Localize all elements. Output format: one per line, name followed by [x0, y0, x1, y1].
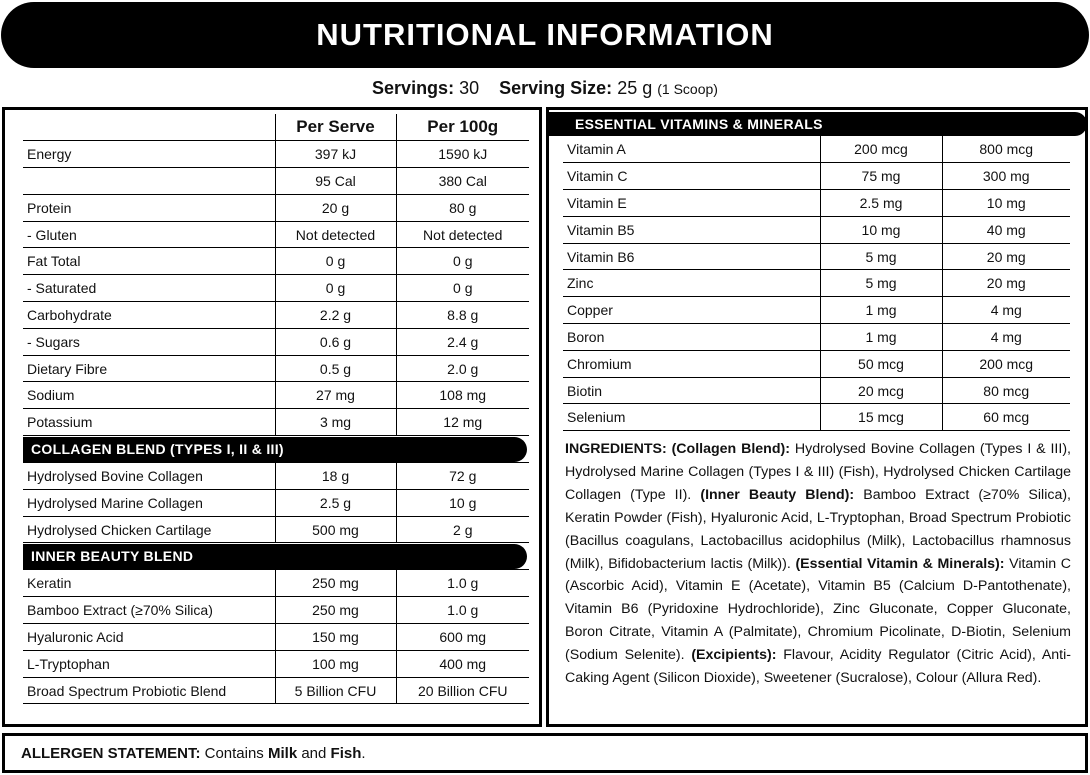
title-banner [1, 2, 1089, 68]
nutrition-row [23, 168, 529, 195]
per-serve-value: 397 kJ [275, 141, 396, 168]
nutrient-name: Chromium [563, 350, 820, 377]
nutrition-row [23, 194, 529, 221]
vitamin-row [563, 243, 1070, 270]
vitamins-panel [546, 107, 1088, 727]
ingredients-collagen-label: (Collagen Blend): [671, 441, 790, 457]
ingredients-inner-label: (Inner Beauty Blend): [700, 486, 855, 503]
per-100g-value: 4 mg [942, 297, 1070, 324]
inner-beauty-heading: INNER BEAUTY BLEND [23, 544, 527, 569]
vitamin-row [563, 190, 1070, 217]
per-serve-value: 2.5 mg [820, 190, 942, 217]
per-100g-value: 40 mg [942, 216, 1070, 243]
vitamin-row [563, 377, 1070, 404]
nutrient-name: Hydrolysed Bovine Collagen [23, 463, 275, 490]
inner-beauty-heading-cell [23, 543, 529, 570]
per-100g-value: 60 mcg [942, 404, 1070, 431]
per-serve-value: 1 mg [820, 324, 942, 351]
nutrient-name: Boron [563, 324, 820, 351]
allergen-and: and [301, 744, 327, 762]
nutrient-name: Broad Spectrum Probiotic Blend [23, 677, 275, 704]
nutrient-name: Vitamin A [563, 136, 820, 163]
vitamins-heading: ESSENTIAL VITAMINS & MINERALS [549, 112, 1087, 136]
ingredients-excipients-text: Flavour, Acidity Regulator (Citric Acid), Anti-Caking Agent (Silicon Dioxide), Sweetener (Sucralose), Colour (Allura Red). [565, 647, 1071, 687]
per-serve-value: 0.6 g [275, 328, 396, 355]
nutrient-name: Selenium [563, 404, 820, 431]
nutrient-name: - Sugars [23, 328, 275, 355]
nutrition-row [23, 275, 529, 302]
per-serve-value: 75 mg [820, 163, 942, 190]
per-100g-value: 1590 kJ [396, 141, 529, 168]
per-serve-value: 250 mg [275, 570, 396, 597]
vitamin-row [563, 163, 1070, 190]
per-100g-value: 10 g [396, 489, 529, 516]
allergen-period: . [361, 744, 366, 762]
nutrient-name: - Gluten [23, 221, 275, 248]
nutrition-row [23, 355, 529, 382]
per-100g-value: 200 mcg [942, 350, 1070, 377]
per-100g-value: 0 g [396, 248, 529, 275]
inner-beauty-row [23, 677, 529, 704]
ingredients-excipients-label: (Excipients): [691, 647, 777, 664]
nutrition-row [23, 221, 529, 248]
page-title: NUTRITIONAL INFORMATION [316, 17, 774, 52]
serving-size-label: Serving Size: [499, 78, 613, 98]
per-100g-value: 4 mg [942, 324, 1070, 351]
nutrient-name: Hydrolysed Chicken Cartilage [23, 516, 275, 543]
per-100g-value: 2 g [396, 516, 529, 543]
per-100g-value: 80 mcg [942, 377, 1070, 404]
per-100g-value: 2.4 g [396, 328, 529, 355]
per-serve-value: 95 Cal [275, 168, 396, 195]
per-serve-value: 15 mcg [820, 404, 942, 431]
nutrition-row [23, 302, 529, 329]
nutrient-name: L-Tryptophan [23, 650, 275, 677]
vitamin-row [563, 404, 1070, 431]
per-serve-value: 20 mcg [820, 377, 942, 404]
ingredients-inner-text: Bamboo Extract (≥70% Silica), Keratin Powder (Fish), Hyaluronic Acid, L-Tryptophan, Broad Spectrum Probiotic (Bacillus coagulans, Lactobacillus acidophilus (Milk), Lactobacillus rhamnosus (Milk), Bifidobacterium lactis (Milk)). [565, 486, 1071, 572]
servings-line [0, 78, 1090, 99]
per-serve-value: 5 Billion CFU [275, 677, 396, 704]
nutrient-name: Vitamin B6 [563, 243, 820, 270]
nutrient-name: Fat Total [23, 248, 275, 275]
ingredients-label: INGREDIENTS: [565, 441, 667, 457]
vitamin-row [563, 136, 1070, 163]
nutrient-name: Bamboo Extract (≥70% Silica) [23, 597, 275, 624]
per-serve-value: 2.2 g [275, 302, 396, 329]
servings-label: Servings: [372, 78, 455, 98]
per-serve-header: Per Serve [275, 114, 396, 141]
per-serve-value: 5 mg [820, 270, 942, 297]
nutrition-table [23, 114, 529, 704]
vitamin-row [563, 324, 1070, 351]
nutrient-name [23, 168, 275, 195]
per-serve-value: 5 mg [820, 243, 942, 270]
nutrient-name: Potassium [23, 409, 275, 436]
nutrient-name: Sodium [23, 382, 275, 409]
nutrition-row [23, 328, 529, 355]
nutrient-name: Dietary Fibre [23, 355, 275, 382]
nutrition-row [23, 141, 529, 168]
nutrient-name: Copper [563, 297, 820, 324]
ingredients-vitamin-text: Vitamin C (Ascorbic Acid), Vitamin E (Acetate), Vitamin B5 (Calcium D-Pantothenate), Vitamin B6 (Pyridoxine Hydrochloride), Zinc Gluconate, Copper Gluconate, Boron Citrate, Vitamin A (Palmitate), Chromium Picolinate, D-Biotin, Selenium (Sodium Selenite). [565, 555, 1072, 664]
per-serve-value: 0.5 g [275, 355, 396, 382]
per-serve-value: 20 g [275, 194, 396, 221]
nutrient-name: Hydrolysed Marine Collagen [23, 489, 275, 516]
nutrient-name: Vitamin B5 [563, 216, 820, 243]
nutrient-name: Protein [23, 194, 275, 221]
allergen-statement [2, 733, 1088, 773]
inner-beauty-row [23, 570, 529, 597]
per-100g-value: 0 g [396, 275, 529, 302]
collagen-heading-row [23, 436, 529, 463]
allergen-label: ALLERGEN STATEMENT: [21, 744, 201, 762]
per-serve-value: 27 mg [275, 382, 396, 409]
per-100g-value: 20 mg [942, 270, 1070, 297]
nutrient-name: Vitamin C [563, 163, 820, 190]
nutrient-name: Vitamin E [563, 190, 820, 217]
per-serve-value: 10 mg [820, 216, 942, 243]
nutrient-name: Energy [23, 141, 275, 168]
per-100g-value: 800 mcg [942, 136, 1070, 163]
nutrient-name: Zinc [563, 270, 820, 297]
per-serve-value: 50 mcg [820, 350, 942, 377]
vitamin-row [563, 350, 1070, 377]
ingredients-vitamin-label: (Essential Vitamin & Minerals): [795, 555, 1005, 572]
collagen-row [23, 489, 529, 516]
allergen-text: Contains [204, 744, 264, 762]
per-serve-value: 500 mg [275, 516, 396, 543]
per-100g-value: 1.0 g [396, 597, 529, 624]
per-100g-value: 10 mg [942, 190, 1070, 217]
per-serve-value: 250 mg [275, 597, 396, 624]
per-100g-value: 108 mg [396, 382, 529, 409]
nutrition-row [23, 409, 529, 436]
nutrition-panel [2, 107, 542, 727]
per-serve-value: 150 mg [275, 624, 396, 651]
ingredients-text [565, 438, 1071, 690]
vitamin-row [563, 270, 1070, 297]
nutrient-name: Keratin [23, 570, 275, 597]
per-100g-value: 72 g [396, 463, 529, 490]
nutrient-name: Carbohydrate [23, 302, 275, 329]
per-serve-value: 3 mg [275, 409, 396, 436]
collagen-row [23, 463, 529, 490]
inner-beauty-row [23, 650, 529, 677]
nutrient-name: - Saturated [23, 275, 275, 302]
per-serve-value: 0 g [275, 248, 396, 275]
vitamins-table [563, 136, 1070, 431]
per-serve-value: 1 mg [820, 297, 942, 324]
vitamin-row [563, 297, 1070, 324]
collagen-heading-cell [23, 436, 529, 463]
allergen-fish: Fish [330, 744, 362, 762]
per-100g-value: 8.8 g [396, 302, 529, 329]
vitamin-row [563, 216, 1070, 243]
per-serve-value: Not detected [275, 221, 396, 248]
per-100g-value: 600 mg [396, 624, 529, 651]
allergen-milk: Milk [267, 744, 298, 762]
header-blank [23, 114, 275, 141]
inner-beauty-heading-row [23, 543, 529, 570]
per-100g-value: 12 mg [396, 409, 529, 436]
collagen-row [23, 516, 529, 543]
per-100g-value: 400 mg [396, 650, 529, 677]
per-100g-value: 300 mg [942, 163, 1070, 190]
serving-size-note: (1 Scoop) [657, 81, 718, 97]
collagen-heading: COLLAGEN BLEND (TYPES I, II & III) [23, 437, 527, 462]
per-serve-value: 18 g [275, 463, 396, 490]
per-100g-value: 1.0 g [396, 570, 529, 597]
nutrition-row [23, 248, 529, 275]
per-100g-value: 20 Billion CFU [396, 677, 529, 704]
nutrient-name: Hyaluronic Acid [23, 624, 275, 651]
per-100g-value: 380 Cal [396, 168, 529, 195]
per-100g-value: 2.0 g [396, 355, 529, 382]
per-100g-header: Per 100g [396, 114, 529, 141]
servings-value: 30 [459, 78, 480, 98]
per-serve-value: 100 mg [275, 650, 396, 677]
per-100g-value: 20 mg [942, 243, 1070, 270]
per-serve-value: 0 g [275, 275, 396, 302]
nutrient-name: Biotin [563, 377, 820, 404]
ingredients-collagen-text: Hydrolysed Bovine Collagen (Types I & III), Hydrolysed Marine Collagen (Types I & III) (Fish), Hydrolysed Chicken Cartilage Collagen (Type II). [565, 441, 1071, 503]
per-100g-value: Not detected [396, 221, 529, 248]
inner-beauty-row [23, 624, 529, 651]
per-serve-value: 200 mcg [820, 136, 942, 163]
per-100g-value: 80 g [396, 194, 529, 221]
nutrition-row [23, 382, 529, 409]
nutrition-header-row [23, 114, 529, 141]
per-serve-value: 2.5 g [275, 489, 396, 516]
inner-beauty-row [23, 597, 529, 624]
serving-size-value: 25 g [617, 78, 653, 98]
